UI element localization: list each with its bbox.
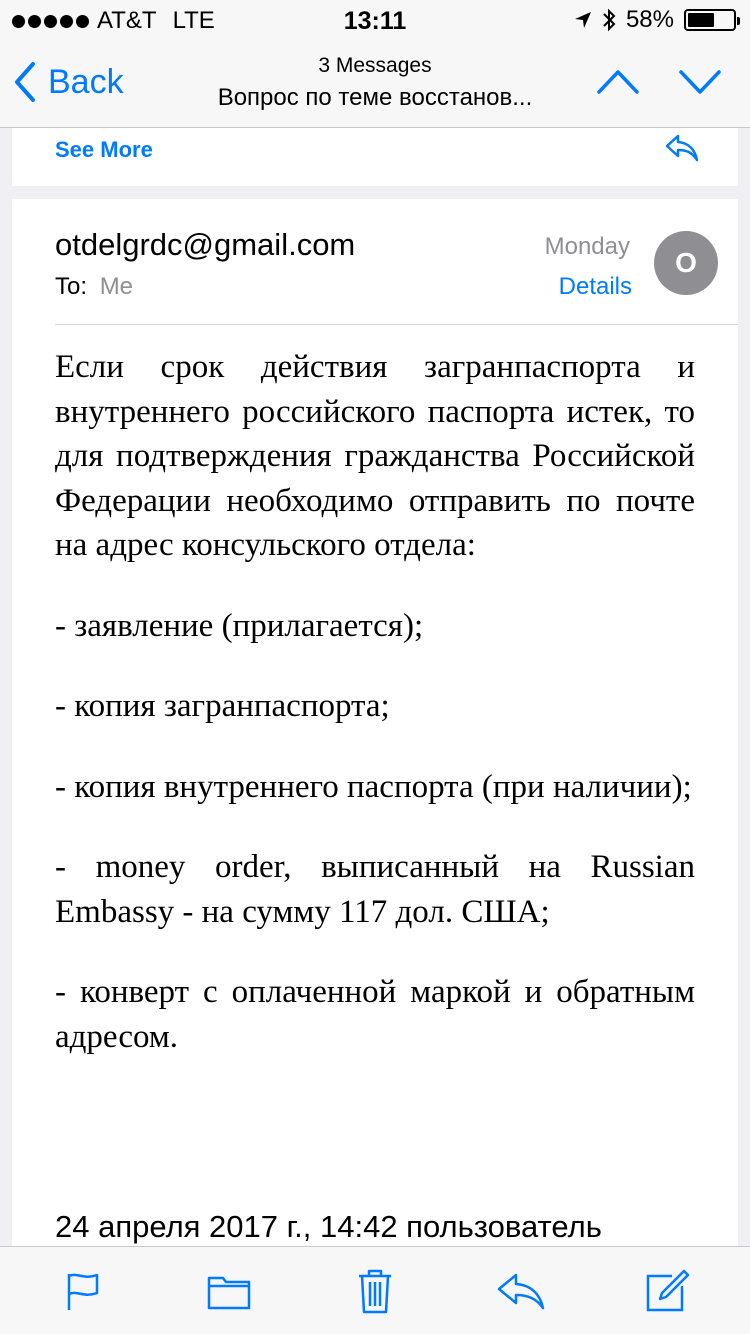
- network-type: LTE: [172, 7, 215, 34]
- battery-percent: 58%: [625, 6, 674, 33]
- body-paragraph: - копия загранпаспорта;: [55, 688, 390, 724]
- to-label: To:: [55, 273, 88, 300]
- body-paragraph: - money order, выписанный на Russian Embassy - на сумму 117 дол. США;: [55, 849, 695, 930]
- previous-message-card: [12, 128, 738, 186]
- trash-icon[interactable]: [345, 1261, 405, 1321]
- details-link[interactable]: Details: [558, 273, 632, 300]
- back-button[interactable]: [14, 62, 124, 102]
- battery-fill: [688, 13, 714, 27]
- carrier: AT&T: [97, 7, 157, 34]
- body-paragraph: - копия внутреннего паспорта (при наличии);: [55, 768, 692, 805]
- status-time: 13:11: [343, 7, 407, 35]
- bluetooth-icon: [602, 8, 616, 32]
- to-line: [55, 273, 133, 301]
- chevron-up-icon[interactable]: [596, 68, 640, 101]
- nav-bar: [0, 40, 750, 128]
- status-bar: [0, 0, 750, 40]
- thread-subject: Вопрос по теме восстанов...: [217, 84, 533, 111]
- nav-arrows: [596, 68, 722, 101]
- flag-icon[interactable]: [53, 1261, 113, 1321]
- bottom-toolbar: [0, 1246, 750, 1334]
- reply-icon[interactable]: [664, 132, 700, 169]
- see-more-link[interactable]: See More: [55, 137, 153, 162]
- body-paragraph: Если срок действия загранпаспорта и внутреннего российского паспорта истек, то для подтверждения гражданства Российской Федерации необходимо отправить по почте на адрес консульского отдела:: [55, 349, 695, 563]
- status-right: [574, 6, 736, 34]
- battery-icon: [684, 9, 736, 31]
- reply-icon[interactable]: [491, 1261, 551, 1321]
- message-date: Monday: [544, 233, 630, 260]
- body-paragraph: - конверт с оплаченной маркой и обратным адресом.: [55, 974, 695, 1055]
- divider: [55, 324, 738, 325]
- chevron-left-icon: [14, 62, 36, 102]
- folder-icon[interactable]: [199, 1261, 259, 1321]
- location-icon: [574, 11, 592, 29]
- compose-icon[interactable]: [637, 1261, 697, 1321]
- to-value[interactable]: Me: [99, 273, 134, 300]
- message-card: [12, 199, 738, 1259]
- message-body: [55, 345, 695, 1095]
- chevron-down-icon[interactable]: [678, 68, 722, 101]
- quote-header: 24 апреля 2017 г., 14:42 пользователь: [55, 1209, 602, 1244]
- sender-email: otdelgrdc@gmail.com: [55, 227, 356, 262]
- avatar[interactable]: O: [654, 231, 718, 295]
- message-count: 3 Messages: [318, 54, 432, 77]
- nav-titles: [160, 54, 590, 112]
- body-paragraph: - заявление (прилагается);: [55, 607, 424, 644]
- back-label: Back: [48, 62, 124, 101]
